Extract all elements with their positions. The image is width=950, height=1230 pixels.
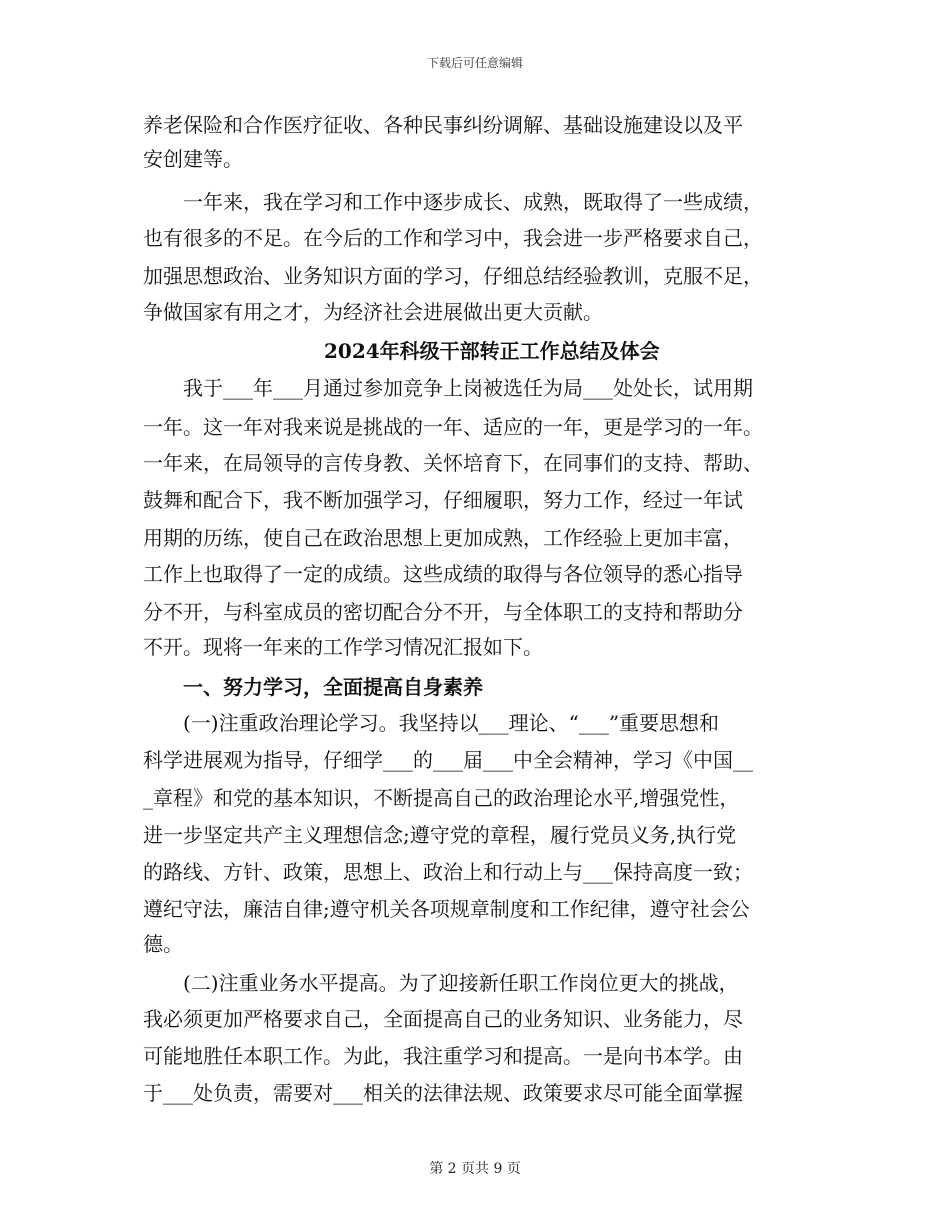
subsection-heading: 一、努力学习，全面提高自身素养: [183, 675, 483, 699]
body-line: 不开。现将一年来的工作学习情况汇报如下。: [143, 635, 543, 659]
paragraph-first-line: 我于___年___月通过参加竞争上岗被选任为局___处处长，试用期: [183, 376, 753, 400]
body-line: _章程》和党的基本知识，不断提高自己的政治理论水平,增强党性，: [143, 786, 740, 810]
body-line: 遵纪守法，廉洁自律;遵守机关各项规章制度和工作纪律，遵守社会公: [143, 897, 750, 921]
page-footer: 第 2 页共 9 页: [429, 1161, 521, 1177]
paragraph-first-line: (一)注重政治理论学习。我坚持以___理论、“___”重要思想和: [183, 711, 720, 735]
paragraph-first-line: 一年来，我在学习和工作中逐步成长、成熟，既取得了一些成绩，: [183, 190, 763, 214]
body-line: 一年。这一年对我来说是挑战的一年、适应的一年，更是学习的一年。: [143, 415, 763, 439]
body-line: 科学进展观为指导，仔细学___的___届___中全会精神，学习《中国__: [143, 748, 753, 772]
body-line: 可能地胜任本职工作。为此，我注重学习和提高。一是向书本学。由: [143, 1044, 743, 1068]
body-line: 加强思想政治、业务知识方面的学习，仔细总结经验教训，克服不足，: [143, 264, 763, 288]
body-line: 的路线、方针、政策，思想上、政治上和行动上与___保持高度一致；: [143, 860, 753, 884]
body-line: 工作上也取得了一定的成绩。这些成绩的取得与各位领导的悉心指导: [143, 562, 743, 586]
body-line: 鼓舞和配合下，我不断加强学习，仔细履职，努力工作，经过一年试: [143, 488, 743, 512]
body-line: 分不开，与科室成员的密切配合分不开，与全体职工的支持和帮助分: [143, 600, 743, 624]
body-line: 德。: [143, 932, 183, 956]
section-title: 2024年科级干部转正工作总结及体会: [324, 339, 660, 363]
body-line: 一年来，在局领导的言传身教、关怀培育下，在同事们的支持、帮助、: [143, 451, 763, 475]
body-line: 养老保险和合作医疗征收、各种民事纠纷调解、基础设施建设以及平: [143, 113, 743, 137]
body-line: 用期的历练，使自己在政治思想上更加成熟，工作经验上更加丰富，: [143, 526, 743, 550]
body-line: 于___处负责，需要对___相关的法律法规、政策要求尽可能全面掌握: [143, 1081, 743, 1105]
paragraph-first-line: (二)注重业务水平提高。为了迎接新任职工作岗位更大的挑战，: [183, 971, 739, 995]
body-line: 也有很多的不足。在今后的工作和学习中，我会进一步严格要求自己，: [143, 226, 763, 250]
body-line: 争做国家有用之才，为经济社会进展做出更大贡献。: [143, 300, 603, 324]
body-line: 安创建等。: [143, 147, 243, 171]
body-line: 进一步坚定共产主义理想信念;遵守党的章程，履行党员义务,执行党: [143, 823, 737, 847]
body-line: 我必须更加严格要求自己，全面提高自己的业务知识、业务能力，尽: [143, 1007, 743, 1031]
page-header: 下载后可任意编辑: [426, 56, 523, 70]
